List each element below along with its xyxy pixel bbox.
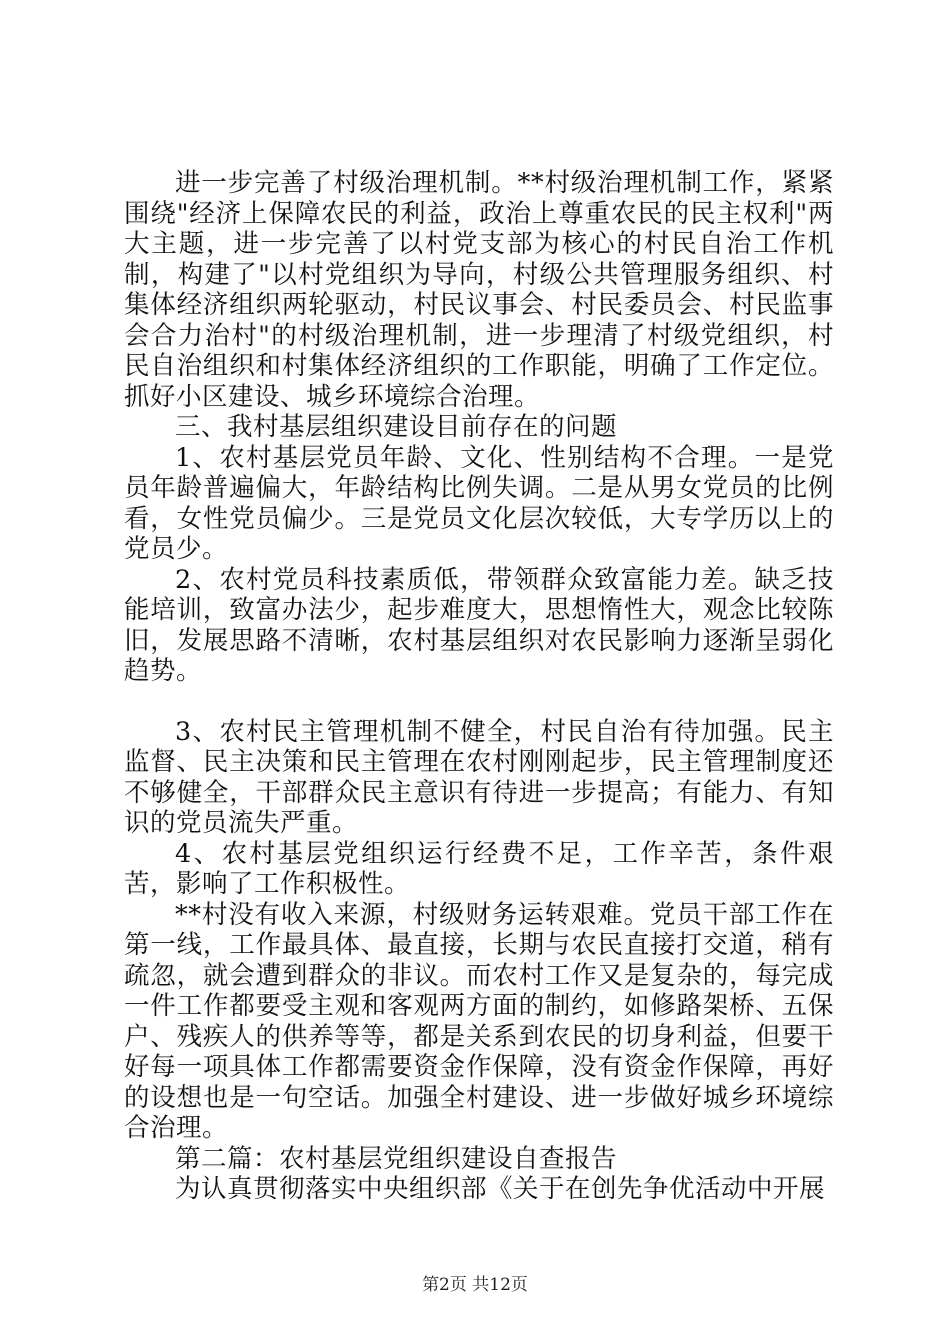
- paragraph-governance-mechanism: 进一步完善了村级治理机制。**村级治理机制工作，紧紧围绕"经济上保障农民的利益，政治上尊重农民的民主权利"两大主题，进一步完善了以村党支部为核心的村民自治工作机制，构建了"以村党组织为导向，村级公共管理服务组织、村集体经济组织两轮驱动，村民议事会、村民委员会、村民监事会合力治村"的村级治理机制，进一步理清了村级党组织，村民自治组织和村集体经济组织的工作职能，明确了工作定位。抓好小区建设、城乡环境综合治理。: [124, 168, 834, 412]
- chapter-heading-part-two: 第二篇：农村基层党组织建设自查报告: [175, 1143, 618, 1174]
- document-body: [124, 168, 834, 1205]
- section-heading-problems: 三、我村基层组织建设目前存在的问题: [175, 412, 618, 442]
- page-number-footer: 第2页 共12页: [422, 1275, 528, 1295]
- paragraph-funding: **村没有收入来源，村级财务运转艰难。党员干部工作在第一线，工作最具体、最直接，长期与农民直接打交道，稍有疏忽，就会遭到群众的非议。而农村工作又是复杂的，每完成一件工作都要受主观和客观两方面的制约，如修路架桥、五保户、残疾人的供养等等，都是关系到农民的切身利益，但要干好每一项具体工作都需要资金作保障，没有资金作保障，再好的设想也是一句空话。加强全村建设、进一步做好城乡环境综合治理。: [124, 899, 834, 1143]
- paragraph-problem-1: 1、农村基层党员年龄、文化、性别结构不合理。一是党员年龄普遍偏大，年龄结构比例失调。二是从男女党员的比例看，女性党员偏少。三是党员文化层次较低，大专学历以上的党员少。: [124, 442, 834, 564]
- paragraph-problem-2: 2、农村党员科技素质低，带领群众致富能力差。缺乏技能培训，致富办法少，起步难度大，思想惰性大，观念比较陈旧，发展思路不清晰，农村基层组织对农民影响力逐渐呈弱化趋势。: [124, 564, 834, 686]
- paragraph-problem-4: 4、农村基层党组织运行经费不足，工作辛苦，条件艰苦，影响了工作积极性。: [124, 838, 834, 899]
- paragraph-part-two-intro: 为认真贯彻落实中央组织部《关于在创先争优活动中开展: [175, 1174, 826, 1204]
- paragraph-problem-3: 3、农村民主管理机制不健全，村民自治有待加强。民主监督、民主决策和民主管理在农村刚刚起步，民主管理制度还不够健全，干部群众民主意识有待进一步提高；有能力、有知识的党员流失严重。: [124, 716, 834, 838]
